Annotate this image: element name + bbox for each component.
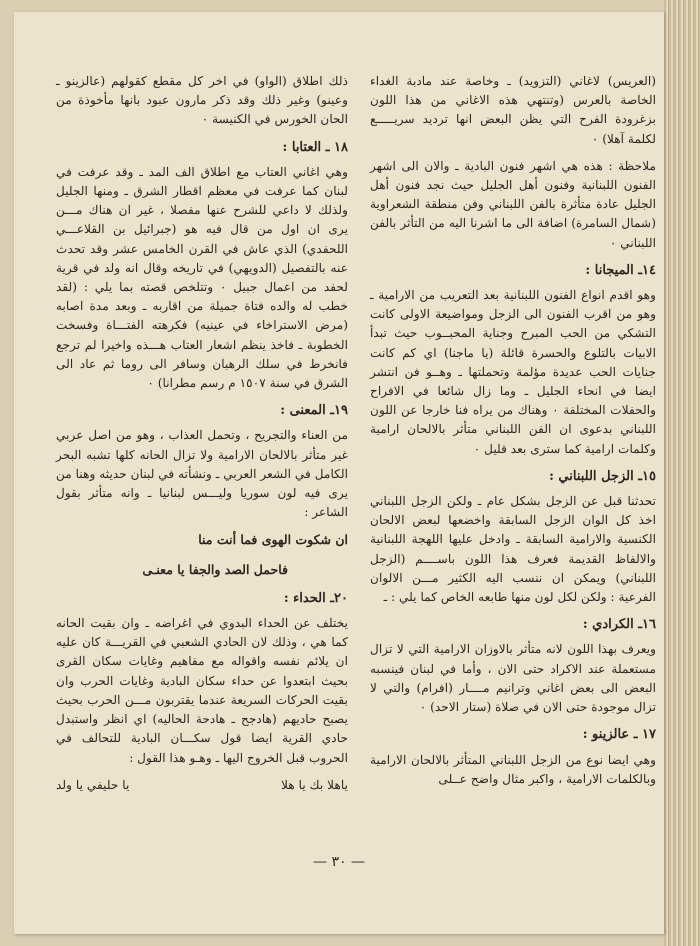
heading-20-hida: ٢٠ـ الحداء : <box>283 590 348 606</box>
heading-17-alzino: ١٧ ـ عالزينو : <box>582 727 656 743</box>
paragraph-17: وهي ايضا نوع من الزجل اللبناني المتأثر بالالحان الارامية وبالكلمات الارامية ، واكبر مثال واضح عــلى <box>370 752 656 786</box>
paragraph-note: ملاحظة : هذه هي اشهر فنون البادية ـ والان الى اشهر الفنون اللبنانية وفنون أهل الجليل حيث نجد فنون أهل الجليل عادة متأثرة بالفن اللبناني وفن منطقة الشعراوية (شمال السامرة) اضافة الى ما اشرنا اليه من التأثر بالفن اللبناني ٠ <box>370 158 656 250</box>
paragraph-20: يختلف عن الحداء البدوي في اغراضه ـ وان بقيت الحانه كما هي ، وذلك لان الحادي الشعبي في القريـــة كان عليه ان يلائم نفسه واقواله مع مفاهيم وغايات سكان القرى بحيث ابتعدوا عن حداء سكان البادية وغايات الحرب وان بقيت الحركات السريعة عندما يقتربون مـــن الحرب بحيث يصبح حاديهم (هادجح ـ هادحة الحاليه) اي انظر واستبدل حادي القرية ايضا قول سكـــان البادية للتحالف في الحروب قبل الخروج اليها ـ وهـو هذا القول : <box>56 616 348 765</box>
heading-18-ataba: ١٨ ـ العتابا : <box>282 139 348 155</box>
couplet-first-half: ياهلا بك يا هلا <box>281 777 348 792</box>
paragraph-15: تحدثنا قبل عن الزجل بشكل عام ـ ولكن الزجل اللبناني اخذ كل الوان الزجل السابقة واخضعها لبعض الالحان الكنسية والارامية السابقة ـ وادخل عليها اللهجة اللبنانية والالفاظ القديمة فعرف هذا اللون باســــم (الزجل اللبناني) ويمكن ان ننسب اليه الكثير مـــن الالوان الفرعية : ولكن لكل لون منها طابعه الخاص كما يلي : ـ <box>370 494 656 605</box>
book-binding <box>664 0 700 946</box>
heading-15-zajal: ١٥ـ الزجل اللبناني : <box>549 468 656 484</box>
paragraph-18: وهي اغاني العتاب مع اطلاق الف المد ـ وقد عرفت في لبنان كما عرفت في معظم اقطار الشرق ـ ومنها الجليل ولذلك لا داعي للشرح عنها مفصلا ، غير ان هناك مـــن يرى ان اول من قال فيه هو (جبرائيل بن القلاعـــي اللحفدي) الذي عاش في القرن الخامس عشر وقد تحدث عنه بالتفصيل (الدويهي) في تاريخه وقال انه ولد في قرية لحفد من اعمال جبيل ٠ وتتلخص قصته بما يلي : (لقد خطب له والده فتاة جميلة من اقاربه ـ وبعد مدة اصابه (مرض الاستراخاء في عينيه) فكرهته الفتـــاة وفسخت الخطوبة ـ فاخذ ينظم اشعار العتاب هـــذه واخيرا لم ترجع فانخرط في سلك الرهبان وسافر الى روما ثم عاد الى الشرق في سنة ١٥٠٧ م رسم مطرانا) ٠ <box>56 164 348 391</box>
verse-line-1: ان شكوت الهوى فما أنت منا <box>198 532 348 548</box>
paragraph-continued: ذلك اطلاق (الواو) في اخر كل مقطع كقولهم (عالزينو ـ وعينو) وغير ذلك وقد ذكر مارون عبود بانها مأخوذة من الحان الخورس في الكنيسة ٠ <box>56 74 348 127</box>
heading-16-karadi: ١٦ـ الكرادي : <box>582 617 656 633</box>
heading-14-mijana: ١٤ـ الميجانا : <box>585 262 656 278</box>
paragraph-16: ويعرف بهذا اللون لانه متأثر بالاوزان الارامية التي لا تزال مستعملة عند الاكراد حتى الان ، وأما في لبنان فينسبه البعض الى بعض اغاني وترانيم مــــار (افرام) والتي لا تزال موجودة حتى الان في صلاة (ستار الاحد) ٠ <box>370 642 656 715</box>
page-number: — ٣٠ — <box>313 854 365 870</box>
paragraph-14: وهو اقدم انواع الفنون اللبنانية بعد التعريب من الارامية ـ وهو من اقرب الفنون الى الزجل ومواضيعة الاولى كانت التشكي من الحب المبرح وجناية المحبــوب حيث تبدأ الابيات بالتلوع والحسرة قائلة (يا ماجنا) اي كم كانت جنايات الحب عديدة مؤلمة وتحملتها ـ وهــو فن انتشر ايضا في انحاء الجليل ـ وما زال شائعا في الافراح والحفلات المختلفة ٠ وهناك من يراه فنا خارجا عن اللون اللبناني بدعوى ان الفن اللبناني متأثر بالالحان ارامية وكلمات ارامية كما سترى بعد قليل ٠ <box>370 288 657 456</box>
left-column <box>56 72 348 864</box>
heading-19-maana: ١٩ـ المعنى : <box>280 403 348 419</box>
right-column <box>370 72 656 864</box>
couplet-second-half: يا حليفي يا ولد <box>56 777 130 792</box>
paragraph-19: من العناء والتجريح ، وتحمل العذاب ، وهو من اصل عربي غير متأثر بالالحان الارامية ولا تزال الحانه كلها تشبه البحر الكامل في الشعر العربي ـ ونشأته في لبنان حديثه وهنا من يرى فيه لون سوريا وليـــس لبنانيا ـ وانه متأثر بقول الشاعر : <box>56 428 348 520</box>
document-page <box>14 12 664 934</box>
verse-line-2: فاحمل الصد والجفا يا معنـى <box>142 561 288 577</box>
paragraph-intro: (العريس) لاغاني (التزويد) ـ وخاصة عند مادبة الغداء الخاصة بالعرس (وتنتهي هذه الاغاني من هذا اللون بزغرودة الفرح التي يظن البعض انها ترديد سريـــــع لكلمة آهلا) ٠ <box>370 74 656 146</box>
couplet <box>56 776 348 795</box>
